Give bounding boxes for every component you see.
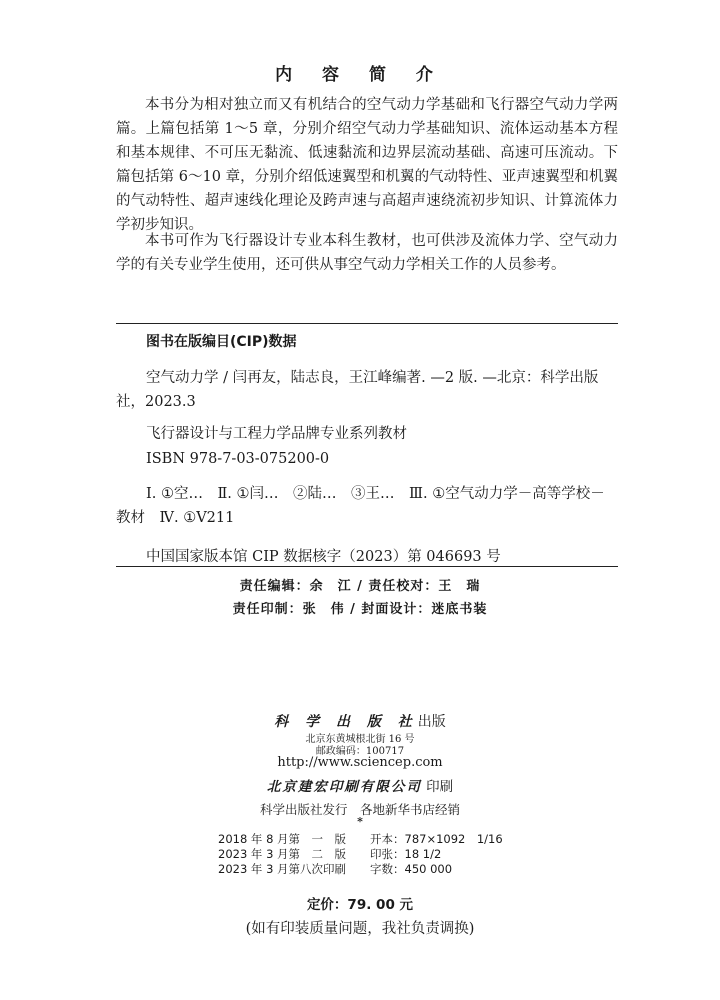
responsible-production: 责任印制：张 伟 / 封面设计：迷底书装 [232,602,488,617]
printer-name: 北京建宏印刷有限公司 [266,779,422,795]
format-cell: 印张：18 1/2 [370,847,442,861]
separator-star: * [357,815,363,828]
cip-isbn: ISBN 978-7-03-075200-0 [146,451,330,467]
synopsis-paragraph-2: 本书可作为飞行器设计专业本科生教材，也可供涉及流体力学、空气动力学的有关专业学生使用，还可供从事空气动力学相关工作的人员参考。 [116,233,618,273]
edition-cell: 2023 年 3 月第八次印刷 [218,862,347,876]
printer-suffix: 印刷 [426,779,454,795]
edition-cell: 2018 年 8 月第 一 版 [218,832,347,846]
price: 定价：79. 00 元 [306,897,414,913]
cip-record-number: 中国国家版本馆 CIP 数据核字（2023）第 046693 号 [146,549,501,565]
edition-cell: 2023 年 3 月第 二 版 [218,847,347,861]
responsible-editors: 责任编辑：余 江 / 责任校对：王 瑞 [239,579,481,594]
edition-row [218,847,530,862]
publisher-line [0,711,720,731]
cip-series: 飞行器设计与工程力学品牌专业系列教材 [146,426,407,442]
synopsis-paragraph-1: 本书分为相对独立而又有机结合的空气动力学基础和飞行器空气动力学两篇。上篇包括第 1～5 章，分别介绍空气动力学基础知识、流体运动基本方程和基本规律、不可压无黏流、低速黏流和边界层流动基础、高速可压流动。下篇包括第 6～10 章，分别介绍低速翼型和机翼的气动特性、亚声速翼型和机翼的气动特性、超声速线化理论及跨声速与高超声速绕流初步知识、计算流体力学初步知识。 [116,97,618,233]
publisher-postal-code: 邮政编码：100717 [315,746,405,757]
quality-notice: (如有印装质量问题，我社负责调换) [245,921,475,937]
printer-line [0,775,720,795]
edition-table [218,832,530,877]
format-cell: 开本：787×1092 1/16 [370,832,503,846]
publisher-url: http://www.sciencep.com [277,755,443,770]
format-cell: 字数：450 000 [370,862,453,876]
distribution-line: 科学出版社发行 各地新华书店经销 [259,802,460,817]
edition-row [218,862,530,877]
synopsis-title: 内 容 简 介 [275,65,445,85]
divider-top [116,323,618,324]
publisher-name: 科 学 出 版 社 [274,714,418,730]
edition-row [218,832,530,847]
publisher-address: 北京东黄城根北街 16 号 [305,734,415,745]
cip-classification: Ⅰ. ①空… Ⅱ. ①闫… ②陆… ③王… Ⅲ. ①空气动力学－高等学校－教材 Ⅳ. ①V211 [116,486,605,526]
cip-bibliographic-entry: 空气动力学 / 闫再友，陆志良，王江峰编著. —2 版. —北京：科学出版社，2023.3 [116,370,599,410]
cip-heading: 图书在版编目(CIP)数据 [146,334,297,350]
publisher-suffix: 出版 [417,714,446,730]
divider-bottom [116,566,618,567]
